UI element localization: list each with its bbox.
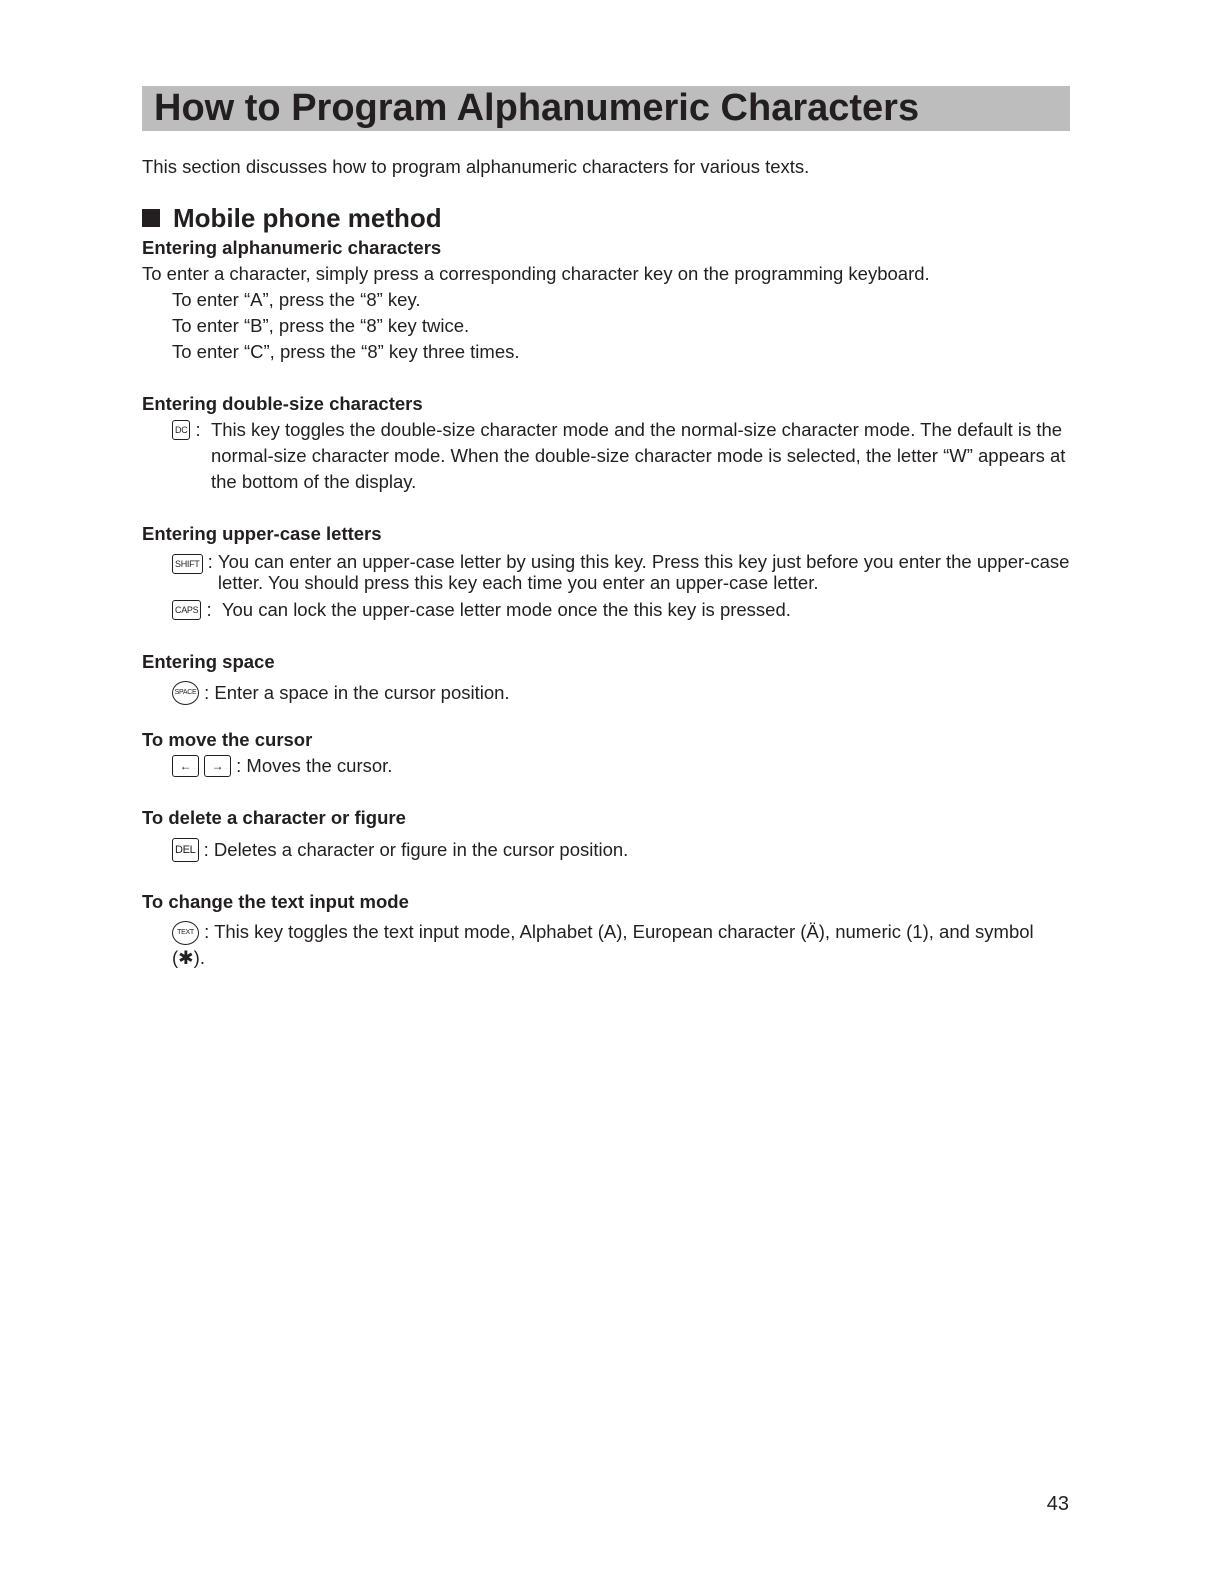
cursor-row: [142, 753, 1070, 779]
separator: :: [199, 682, 215, 703]
caps-key-icon: CAPS: [172, 600, 201, 620]
space-row: [142, 680, 1070, 706]
separator: :: [199, 921, 215, 942]
dc-key-icon: DC: [172, 420, 190, 440]
section-heading-text: Mobile phone method: [173, 203, 442, 233]
cursor-heading: To move the cursor: [142, 729, 313, 750]
space-heading: Entering space: [142, 651, 275, 672]
space-key-icon: SPACE: [172, 681, 199, 705]
example-line: To enter “A”, press the “8” key.: [172, 289, 421, 310]
caps-desc: You can lock the upper-case letter mode once the this key is pressed.: [221, 599, 791, 620]
example-line: To enter “C”, press the “8” key three times.: [172, 341, 520, 362]
example-line: To enter “B”, press the “8” key twice.: [172, 315, 470, 336]
text-mode-row: [142, 919, 1070, 971]
separator: :: [198, 839, 214, 860]
upper-case-heading: Entering upper-case letters: [142, 523, 382, 544]
alphanumeric-text: To enter a character, simply press a corresponding character key on the programming keyboard.: [142, 263, 930, 284]
right-arrow-key-icon: →: [204, 755, 231, 777]
square-bullet-icon: [142, 209, 160, 227]
separator: :: [201, 599, 222, 620]
page-title: How to Program Alphanumeric Characters: [154, 87, 920, 129]
text-mode-desc: This key toggles the text input mode, Alphabet (A), European character (Ä), numeric (1), and symbol (✱).: [172, 921, 1034, 969]
delete-heading: To delete a character or figure: [142, 807, 406, 828]
cursor-desc: Moves the cursor.: [246, 755, 393, 776]
double-size-row: [142, 417, 1070, 495]
text-mode-heading: To change the text input mode: [142, 891, 409, 912]
delete-row: [142, 837, 1070, 863]
alphanumeric-heading: Entering alphanumeric characters: [142, 237, 442, 258]
separator: :: [202, 551, 218, 572]
left-arrow-key-icon: ←: [172, 755, 199, 777]
section-heading: [142, 201, 1070, 235]
separator: :: [190, 419, 211, 440]
separator: :: [231, 755, 247, 776]
space-desc: Enter a space in the cursor position.: [214, 682, 510, 703]
page-content: [142, 86, 1070, 971]
shift-desc: You can enter an upper-case letter by using this key. Press this key just before you enter the upper-case letter. You should press this key each time you enter an upper-case letter.: [217, 551, 1070, 593]
intro-text: This section discusses how to program alphanumeric characters for various texts.: [142, 156, 810, 177]
double-size-heading: Entering double-size characters: [142, 393, 423, 414]
page-number: 43: [1046, 1493, 1069, 1515]
caps-row: [142, 597, 1070, 623]
shift-row: [142, 551, 1070, 593]
text-key-icon: TEXT: [172, 921, 199, 945]
double-size-desc: This key toggles the double-size character mode and the normal-size character mode. The default is the normal-size character mode. When the double-size character mode is selected, the letter “W” appears at the bottom of the display.: [210, 419, 1066, 492]
shift-key-icon: SHIFT: [172, 554, 203, 574]
del-key-icon: DEL: [172, 838, 199, 862]
delete-desc: Deletes a character or figure in the cursor position.: [213, 839, 629, 860]
title-bar: [142, 86, 1070, 131]
